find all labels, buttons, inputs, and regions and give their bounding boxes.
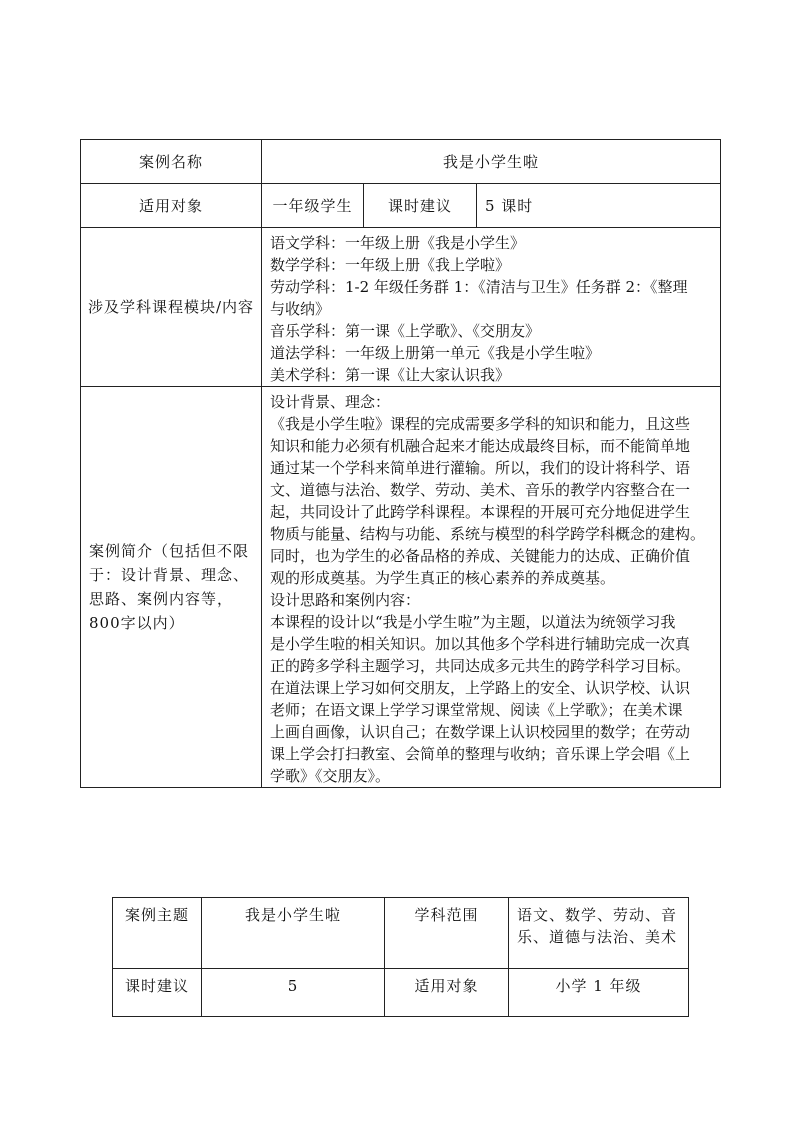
theme-label: 案例主题	[113, 898, 202, 969]
intro-line: 《我是小学生啦》课程的完成需要多学科的知识和能力，且这些	[270, 415, 691, 433]
intro-lines	[262, 387, 720, 787]
summary-hours-value: 5	[202, 969, 385, 1017]
intro-line: 物质与能量、结构与功能、系统与模型的科学跨学科概念的建构。	[270, 525, 706, 543]
intro-line: 正的跨多学科主题学习，共同达成多元共生的跨学科学习目标。	[270, 657, 691, 675]
summary-row-2	[113, 969, 689, 1017]
scope-line: 乐、道德与法治、美术	[517, 928, 678, 946]
intro-line: 在道法课上学习如何交朋友，上学路上的安全、认识学校、认识	[270, 679, 691, 697]
intro-line: 课上学会打扫教室、会简单的整理与收纳；音乐课上学会唱《上	[270, 745, 691, 763]
case-name-value: 我是小学生啦	[262, 140, 721, 184]
scope-label: 学科范围	[385, 898, 509, 969]
case-name-label: 案例名称	[81, 140, 262, 184]
intro-label-cell	[81, 387, 262, 788]
intro-line: 本课程的设计以“我是小学生啦”为主题，以道法为统领学习我	[270, 613, 676, 631]
audience-label: 适用对象	[81, 184, 262, 228]
intro-line: 文、道德与法治、数学、劳动、美术、音乐的教学内容整合在一	[270, 481, 691, 499]
modules-line: 道法学科：一年级上册第一单元《我是小学生啦》	[270, 344, 601, 362]
modules-label: 涉及学科课程模块/内容	[81, 228, 262, 387]
scope-line: 语文、数学、劳动、音	[517, 906, 678, 924]
summary-audience-value: 小学 1 年级	[509, 969, 689, 1017]
summary-row-1	[113, 898, 689, 969]
audience-value: 一年级学生	[262, 184, 364, 228]
intro-line: 上画自画像，认识自己；在数学课上认识校园里的数学；在劳动	[270, 723, 691, 741]
modules-row	[81, 228, 721, 387]
intro-row	[81, 387, 721, 788]
intro-line: 观的形成奠基。为学生真正的核心素养的养成奠基。	[270, 569, 616, 587]
case-name-row	[81, 140, 721, 184]
intro-line: 起，共同设计了此跨学科课程。本课程的开展可充分地促进学生	[270, 503, 691, 521]
audience-row	[81, 184, 721, 228]
summary-hours-label: 课时建议	[113, 969, 202, 1017]
modules-content	[262, 228, 721, 387]
intro-line: 设计思路和案例内容：	[270, 591, 421, 609]
intro-line: 知识和能力必须有机融合起来才能达成最终目标，而不能简单地	[270, 437, 691, 455]
intro-line: 学歌》《交朋友》。	[270, 767, 391, 785]
intro-line: 同时，也为学生的必备品格的养成、关键能力的达成、正确价值	[270, 547, 691, 565]
hours-label: 课时建议	[364, 184, 477, 228]
intro-line: 老师；在语文课上学学习课堂常规、阅读《上学歌》；在美术课	[270, 701, 683, 719]
summary-audience-label: 适用对象	[385, 969, 509, 1017]
case-summary-table	[112, 897, 689, 1017]
case-info-table	[80, 139, 721, 788]
intro-line: 设计背景、理念：	[270, 393, 391, 411]
intro-line: 通过某一个学科来简单进行灌输。所以，我们的设计将科学、语	[270, 459, 691, 477]
intro-content	[262, 387, 721, 788]
modules-line: 与收纳》	[270, 300, 331, 318]
modules-lines	[262, 228, 720, 386]
intro-line: 是小学生啦的相关知识。加以其他多个学科进行辅助完成一次真	[270, 635, 691, 653]
modules-line: 劳动学科：1-2 年级任务群 1：《清洁与卫生》任务群 2：《整理	[270, 278, 688, 296]
modules-line: 数学学科：一年级上册《我上学啦》	[270, 256, 511, 274]
intro-label: 案例简介（包括但不限于：设计背景、理念、思路、案例内容等，800字以内）	[89, 542, 250, 632]
modules-line: 音乐学科：第一课《上学歌》、《交朋友》	[270, 322, 541, 340]
hours-value: 5 课时	[477, 184, 721, 228]
theme-value: 我是小学生啦	[202, 898, 385, 969]
modules-line: 语文学科：一年级上册《我是小学生》	[270, 234, 526, 252]
modules-line: 美术学科：第一课《让大家认识我》	[270, 366, 511, 384]
scope-value	[509, 898, 689, 969]
